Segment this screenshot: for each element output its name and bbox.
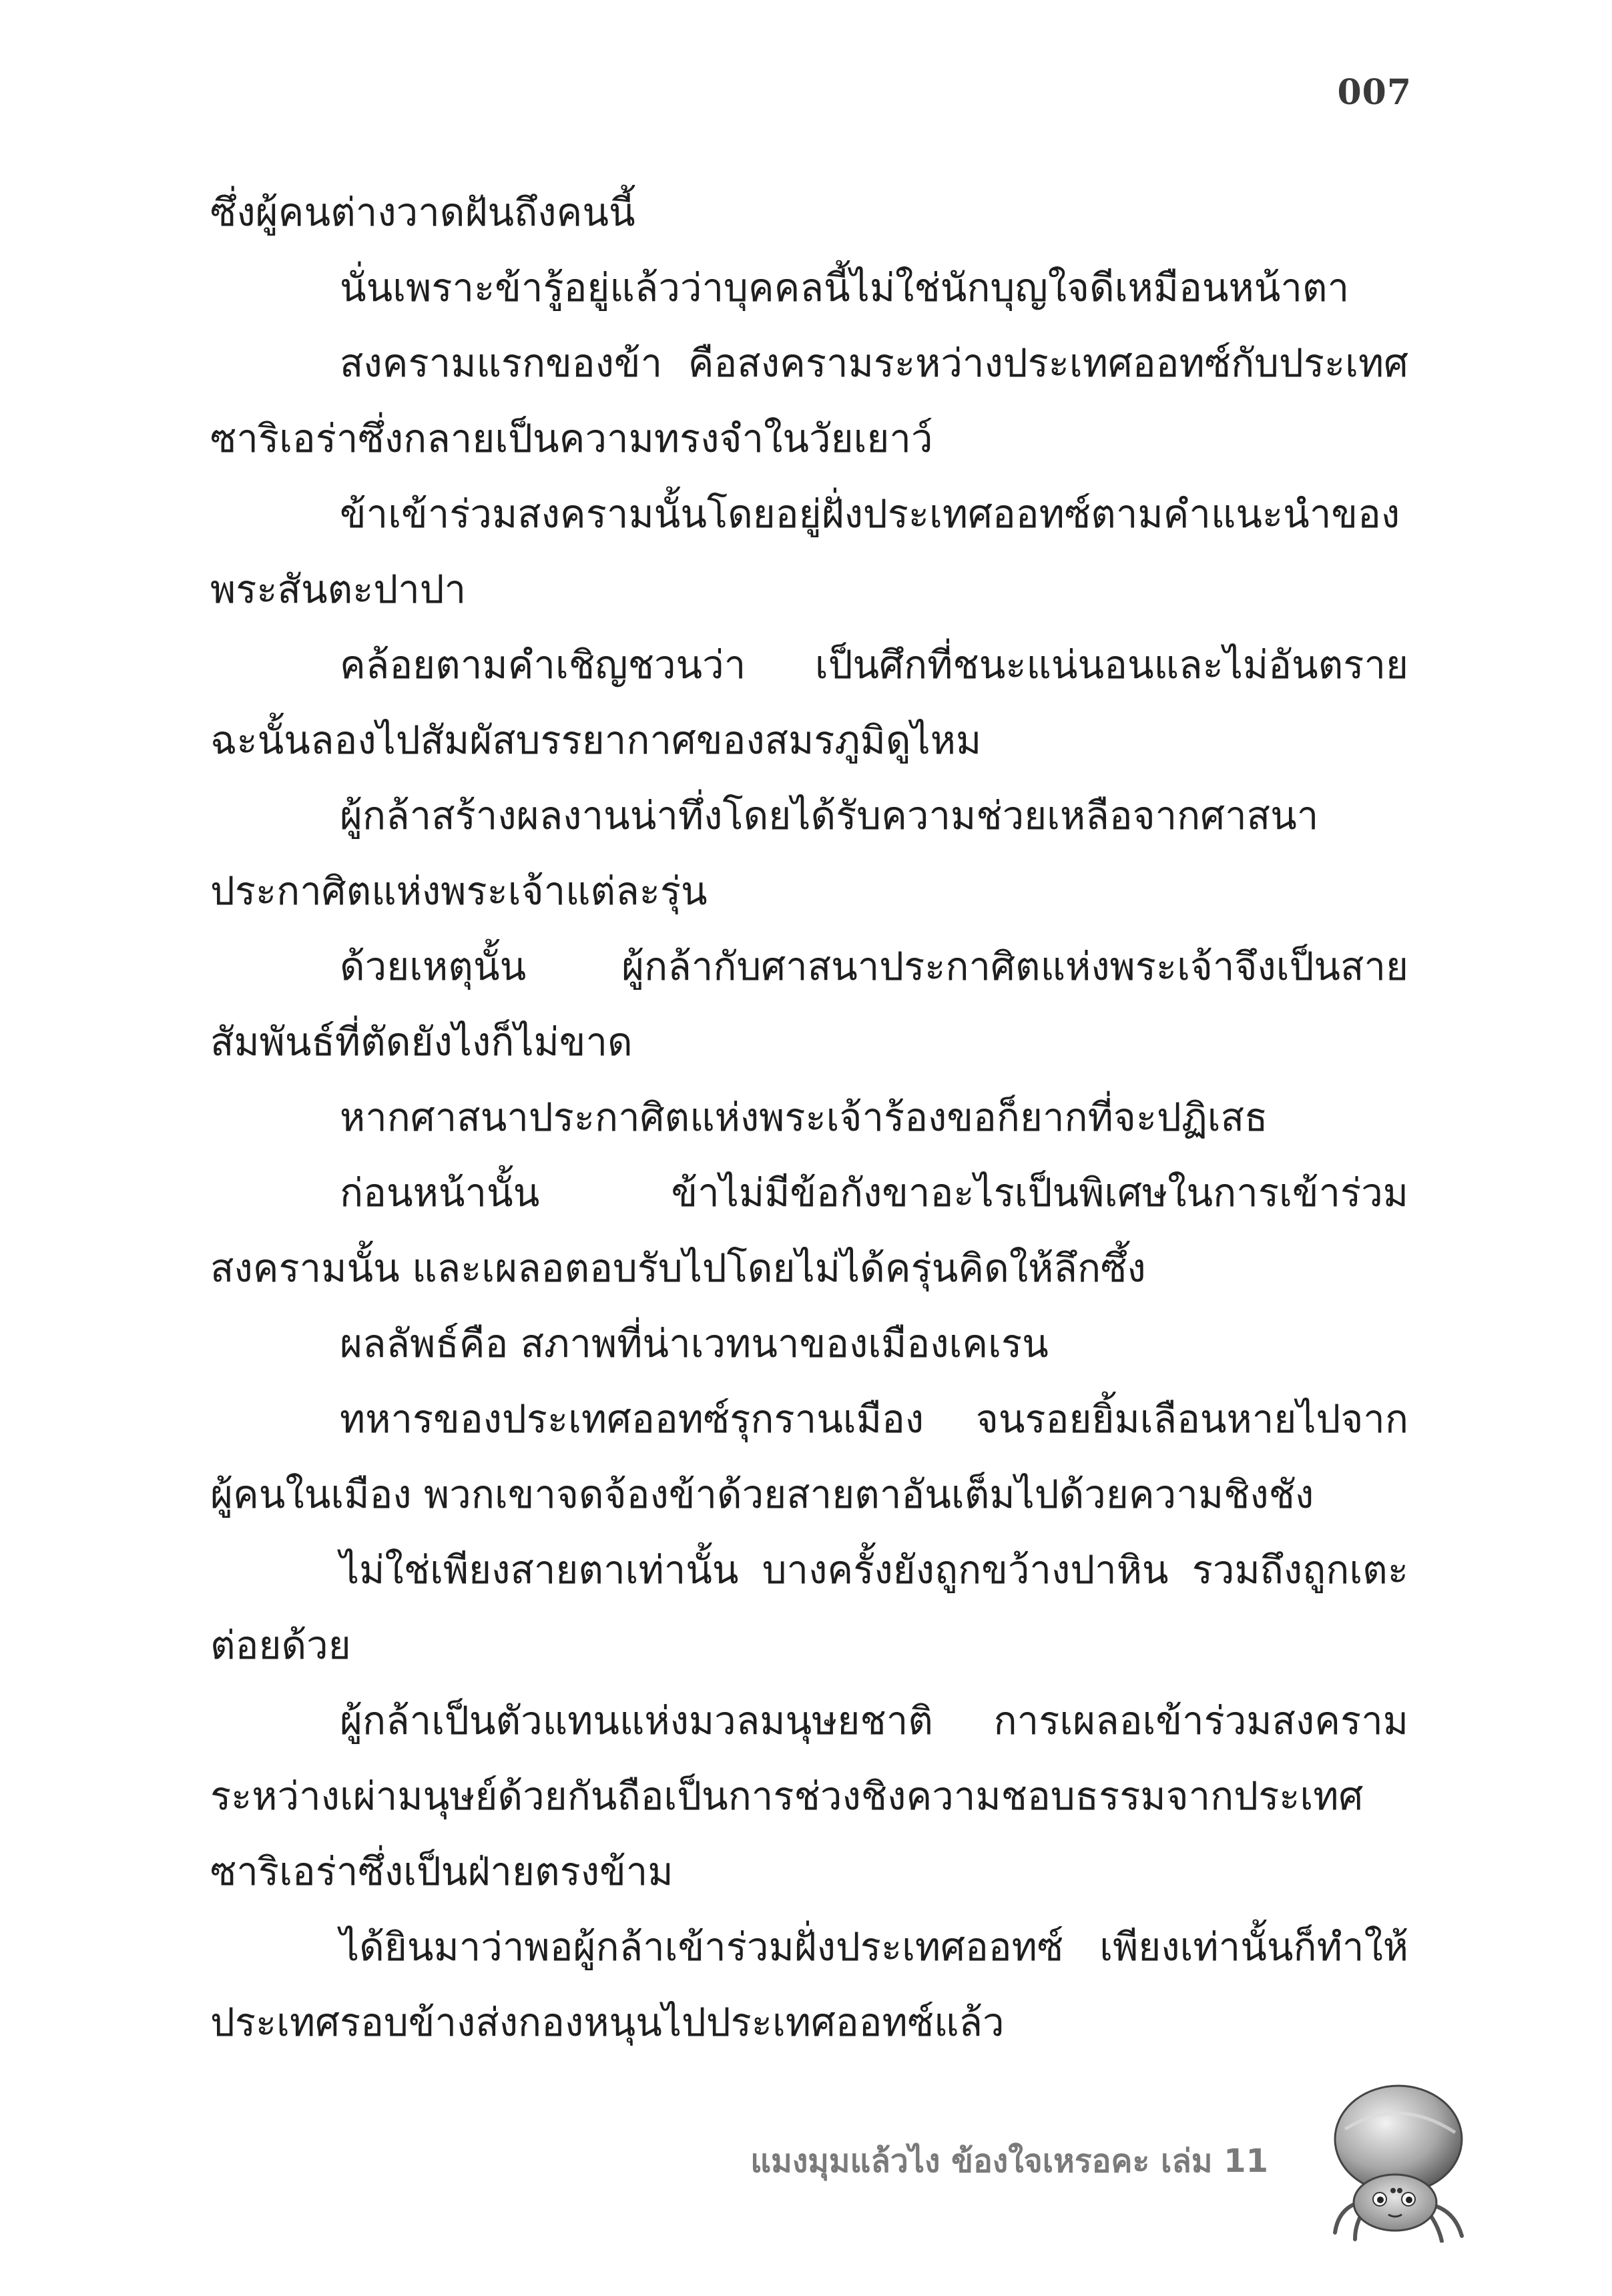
- paragraph: ก่อนหน้านั้น ข้าไม่มีข้อกังขาอะไรเป็นพิเศษในการเข้าร่วมสงครามนั้น และเผลอตอบรับไปโดยไม่ได้ครุ่นคิดให้ลึกซึ้ง: [210, 1170, 1408, 1291]
- paragraph: ไม่ใช่เพียงสายตาเท่านั้น บางครั้งยังถูกขว้างปาหิน รวมถึงถูกเตะต่อยด้วย: [210, 1547, 1408, 1668]
- paragraph: คล้อยตามคำเชิญชวนว่า เป็นศึกที่ชนะแน่นอนและไม่อันตราย ฉะนั้นลองไปสัมผัสบรรยากาศของสมรภูมิดูไหม: [210, 642, 1408, 763]
- page-number: 007: [1337, 72, 1412, 113]
- paragraph: สงครามแรกของข้า คือสงครามระหว่างประเทศออทซ์กับประเทศซาริเอร่าซึ่งกลายเป็นความทรงจำในวัยเยาว์: [210, 340, 1408, 461]
- paragraph: ได้ยินมาว่าพอผู้กล้าเข้าร่วมฝั่งประเทศออทซ์ เพียงเท่านั้นก็ทำให้ประเทศรอบข้างส่งกองหนุนไปประเทศออทซ์แล้ว: [210, 1924, 1408, 2045]
- paragraph: ผู้กล้าเป็นตัวแทนแห่งมวลมนุษยชาติ การเผลอเข้าร่วมสงครามระหว่างเผ่ามนุษย์ด้วยกันถือเป็นการช่วงชิงความชอบธรรมจากประเทศซาริเอร่าซึ่งเป็นฝ่ายตรงข้าม: [210, 1698, 1408, 1894]
- paragraph: นั่นเพราะข้ารู้อยู่แล้วว่าบุคคลนี้ไม่ใช่นักบุญใจดีเหมือนหน้าตา: [340, 265, 1350, 310]
- paragraph: ผู้กล้าสร้างผลงานน่าทึ่งโดยได้รับความช่วยเหลือจากศาสนาประกาศิตแห่งพระเจ้าแต่ละรุ่น: [210, 793, 1319, 914]
- paragraph: ผลลัพธ์คือ สภาพที่น่าเวทนาของเมืองเคเรน: [340, 1321, 1049, 1366]
- book-title-footer: แมงมุมแล้วไง ข้องใจเหรอคะ เล่ม 11: [750, 2142, 1268, 2180]
- paragraph: ข้าเข้าร่วมสงครามนั้นโดยอยู่ฝั่งประเทศออทซ์ตามคำแนะนำของพระสันตะปาปา: [210, 491, 1400, 612]
- body-text: [210, 175, 1408, 2060]
- spider-mascot-icon: [1318, 2076, 1485, 2243]
- paragraph: ซึ่งผู้คนต่างวาดฝันถึงคนนี้: [210, 190, 635, 235]
- paragraph: หากศาสนาประกาศิตแห่งพระเจ้าร้องขอก็ยากที่จะปฏิเสธ: [340, 1095, 1268, 1140]
- paragraph: ด้วยเหตุนั้น ผู้กล้ากับศาสนาประกาศิตแห่งพระเจ้าจึงเป็นสายสัมพันธ์ที่ตัดยังไงก็ไม่ขาด: [210, 944, 1408, 1065]
- paragraph: ทหารของประเทศออทซ์รุกรานเมือง จนรอยยิ้มเลือนหายไปจากผู้คนในเมือง พวกเขาจดจ้องข้าด้วยสายตาอันเต็มไปด้วยความชิงชัง: [210, 1396, 1408, 1517]
